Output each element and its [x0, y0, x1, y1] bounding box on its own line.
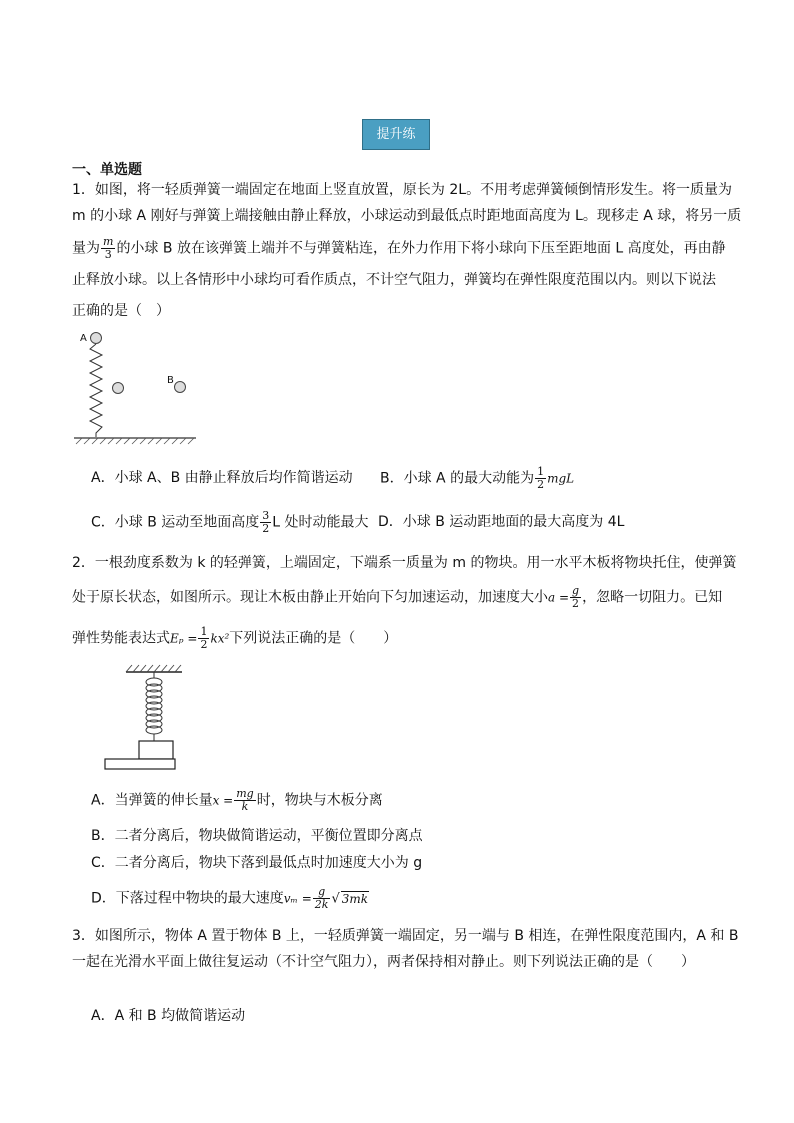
q2-line-3-num: 1 [200, 625, 208, 638]
q2-option-d-math: vₘ = [283, 891, 312, 906]
q1-option-c-fraction [260, 510, 271, 535]
ball-a-icon [91, 333, 102, 344]
q3-line-1: 3．如图所示，物体 A 置于物体 B 上，一轻质弹簧一端固定，另一端与 B 相连，在弹性限度范围内，A 和 B [72, 928, 739, 944]
q2-option-c: C．二者分离后，物块下落到最低点时加速度大小为 g [91, 855, 423, 871]
q2-line-3-tail-math: kx² [210, 631, 230, 646]
q2-option-a-fraction [234, 788, 255, 813]
q1-line-1: 1．如图，将一轻质弹簧一端固定在地面上竖直放置，原长为 2L。不用考虑弹簧倾倒情形发生。将一质量为 [72, 182, 733, 198]
q2-line-3-math: Eₚ = [170, 631, 198, 646]
q1-line-4: 止释放小球。以上各情形中小球均可看作质点，不计空气阻力，弹簧均在弹性限度范围以内。则以下说法 [72, 272, 716, 288]
q1-option-b-text: B．小球 A 的最大动能为 [380, 470, 535, 487]
q1-line-3-end: 的小球 B 放在该弹簧上端并不与弹簧粘连，在外力作用下将小球向下压至距地面 L 高度处，再由静 [116, 240, 726, 257]
q2-line-2-end: ，忽略一切阻力。已知 [582, 589, 723, 606]
q1-fig-label-b: B [167, 375, 174, 386]
q2-option-a [91, 788, 383, 813]
q1-line-5: 正确的是（ ） [72, 303, 170, 319]
q2-line-3 [72, 626, 397, 651]
q1-option-b-math: mgL [547, 471, 575, 486]
q2-option-a-math: x = [212, 793, 234, 808]
q2-line-3-den: 2 [200, 638, 208, 651]
q1-option-c-tail: L 处时动能最大 [272, 514, 369, 531]
q1-option-c [91, 510, 369, 535]
board-icon [105, 759, 175, 769]
q2-option-a-text: A．当弹簧的伸长量 [91, 792, 213, 809]
q1-option-c-num: 3 [262, 509, 270, 522]
q2-line-2-den: 2 [572, 597, 580, 610]
q2-option-a-tail: 时，物块与木板分离 [256, 792, 383, 809]
q2-line-2-math: a = [548, 590, 570, 605]
q2-option-d-num: g [313, 886, 331, 899]
q2-option-b: B．二者分离后，物块做简谐运动，平衡位置即分离点 [91, 828, 423, 844]
q2-line-2-start: 处于原长状态，如图所示。现让木板由静止开始向下匀加速运动，加速度大小 [72, 589, 548, 606]
q2-line-2-fraction [570, 585, 581, 610]
q2-option-d-text: D．下落过程中物块的最大速度 [91, 890, 284, 907]
q1-option-a: A．小球 A、B 由静止释放后均作简谐运动 [91, 470, 353, 486]
q1-line-3 [72, 236, 726, 261]
ball-b-left-icon [113, 383, 124, 394]
spring-zigzag-icon [90, 344, 102, 437]
block-icon [139, 741, 173, 759]
q1-frac-num: m [103, 235, 114, 248]
q1-option-c-text: C．小球 B 运动至地面高度 [91, 514, 260, 531]
q2-line-1: 2．一根劲度系数为 k 的轻弹簧，上端固定，下端系一质量为 m 的物块。用一水平木板将物块托住，使弹簧 [72, 555, 737, 571]
q1-option-b [380, 466, 574, 491]
q2-spring-block-figure [102, 660, 182, 772]
q1-option-b-den: 2 [537, 478, 545, 491]
q1-frac-den: 3 [104, 248, 112, 261]
sqrt-icon: √ [331, 891, 340, 907]
coil-spring-icon [146, 672, 162, 741]
section-title: 一、单选题 [72, 162, 142, 178]
q3-option-a: A．A 和 B 均做简谐运动 [91, 1008, 246, 1024]
q2-option-a-den: k [241, 800, 249, 813]
q1-option-b-fraction [535, 466, 546, 491]
q2-line-3-end: 下列说法正确的是（ ） [229, 630, 398, 647]
practice-badge: 提升练 [362, 119, 430, 150]
q1-fraction-m-over-3 [101, 236, 115, 261]
q1-option-c-den: 2 [262, 522, 270, 535]
q2-line-3-start: 弹性势能表达式 [72, 630, 170, 647]
ceiling-hatch-icon [126, 665, 181, 672]
q2-line-2 [72, 585, 722, 610]
q2-line-2-num: g [572, 584, 580, 597]
q1-option-b-num: 1 [537, 465, 545, 478]
q2-option-d-radicand: 3mk [341, 891, 369, 906]
q1-line-3-start: 量为 [72, 240, 100, 257]
q1-fig-label-a: A [80, 333, 87, 344]
q1-option-d: D．小球 B 运动距地面的最大高度为 4L [378, 514, 625, 530]
q2-option-d [91, 886, 369, 911]
q1-spring-figure [72, 328, 202, 446]
ground-hatch-icon [76, 438, 194, 444]
q2-line-3-fraction [198, 626, 209, 651]
q2-option-d-den: 2k [314, 898, 329, 911]
q2-option-d-fraction [313, 886, 331, 911]
q2-option-a-num: mg [236, 787, 254, 800]
q1-line-2: m 的小球 A 刚好与弹簧上端接触由静止释放，小球运动到最低点时距地面高度为 L。现移走 A 球，将另一质 [72, 208, 742, 224]
ball-b-right-icon [175, 382, 186, 393]
q3-line-2: 一起在光滑水平面上做往复运动（不计空气阻力），两者保持相对静止。则下列说法正确的是（ ） [72, 954, 695, 970]
